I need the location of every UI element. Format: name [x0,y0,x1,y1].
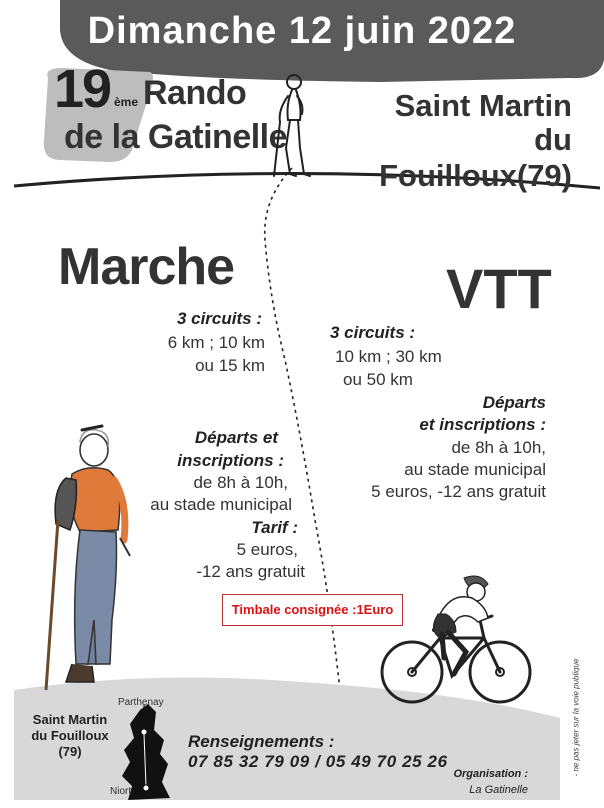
vtt-circuits-label: 3 circuits : [330,323,416,342]
marche-youth: -12 ans gratuit [196,562,305,581]
timbale-notice: Timbale consignée :1Euro [222,594,403,626]
organisation-label: Organisation : [453,768,528,780]
walker-woman-icon [36,420,146,692]
marche-tarif-label: Tarif : [251,518,298,537]
marche-departs-line-1: Départs et [194,428,278,447]
map-label-niort: Niort [110,786,132,797]
town-line-2: du Fouilloux(79) [379,122,572,193]
edition-number: 19 [54,59,111,119]
marche-heading: Marche [58,238,235,296]
marche-price: 5 euros, [236,540,298,559]
vtt-time: de 8h à 10h, [451,438,546,457]
info-phones: 07 85 32 79 09 / 05 49 70 25 26 [188,752,448,771]
title-line-2: de la Gatinelle [64,118,288,156]
vtt-place: au stade municipal [404,460,546,479]
marche-time: de 8h à 10h, [193,473,288,492]
vtt-departs-line-1: Départs [482,393,546,412]
marche-departs-line-2: inscriptions : [177,451,284,470]
title-line-1: Rando [143,74,247,112]
map-town-label: Saint Martin du Fouilloux (79) [31,712,109,759]
vtt-heading: VTT [446,257,552,320]
marche-circuits-label: 3 circuits : [176,309,262,328]
cyclist-icon [376,568,536,718]
marche-circuits-line-1: 6 km ; 10 km [167,333,265,352]
edition-suffix: ème [114,95,139,109]
vtt-circuits-line-1: 10 km ; 30 km [335,347,442,366]
marche-circuits-line-2: ou 15 km [195,356,265,375]
hiker-figure-icon [266,70,316,182]
vtt-circuits-line-2: ou 50 km [343,370,413,389]
town-line-1: Saint Martin [394,88,572,123]
vtt-departs-line-2: et inscriptions : [419,415,546,434]
map-label-parthenay: Parthenay [118,697,164,708]
vertical-note: - ne pas jeter sur la voie publique [571,658,581,777]
event-date: Dimanche 12 juin 2022 [87,10,517,52]
organisation-name: La Gatinelle [469,784,528,796]
vtt-price: 5 euros, -12 ans gratuit [371,482,546,501]
marche-place: au stade municipal [150,495,292,514]
info-title: Renseignements : [188,732,335,751]
